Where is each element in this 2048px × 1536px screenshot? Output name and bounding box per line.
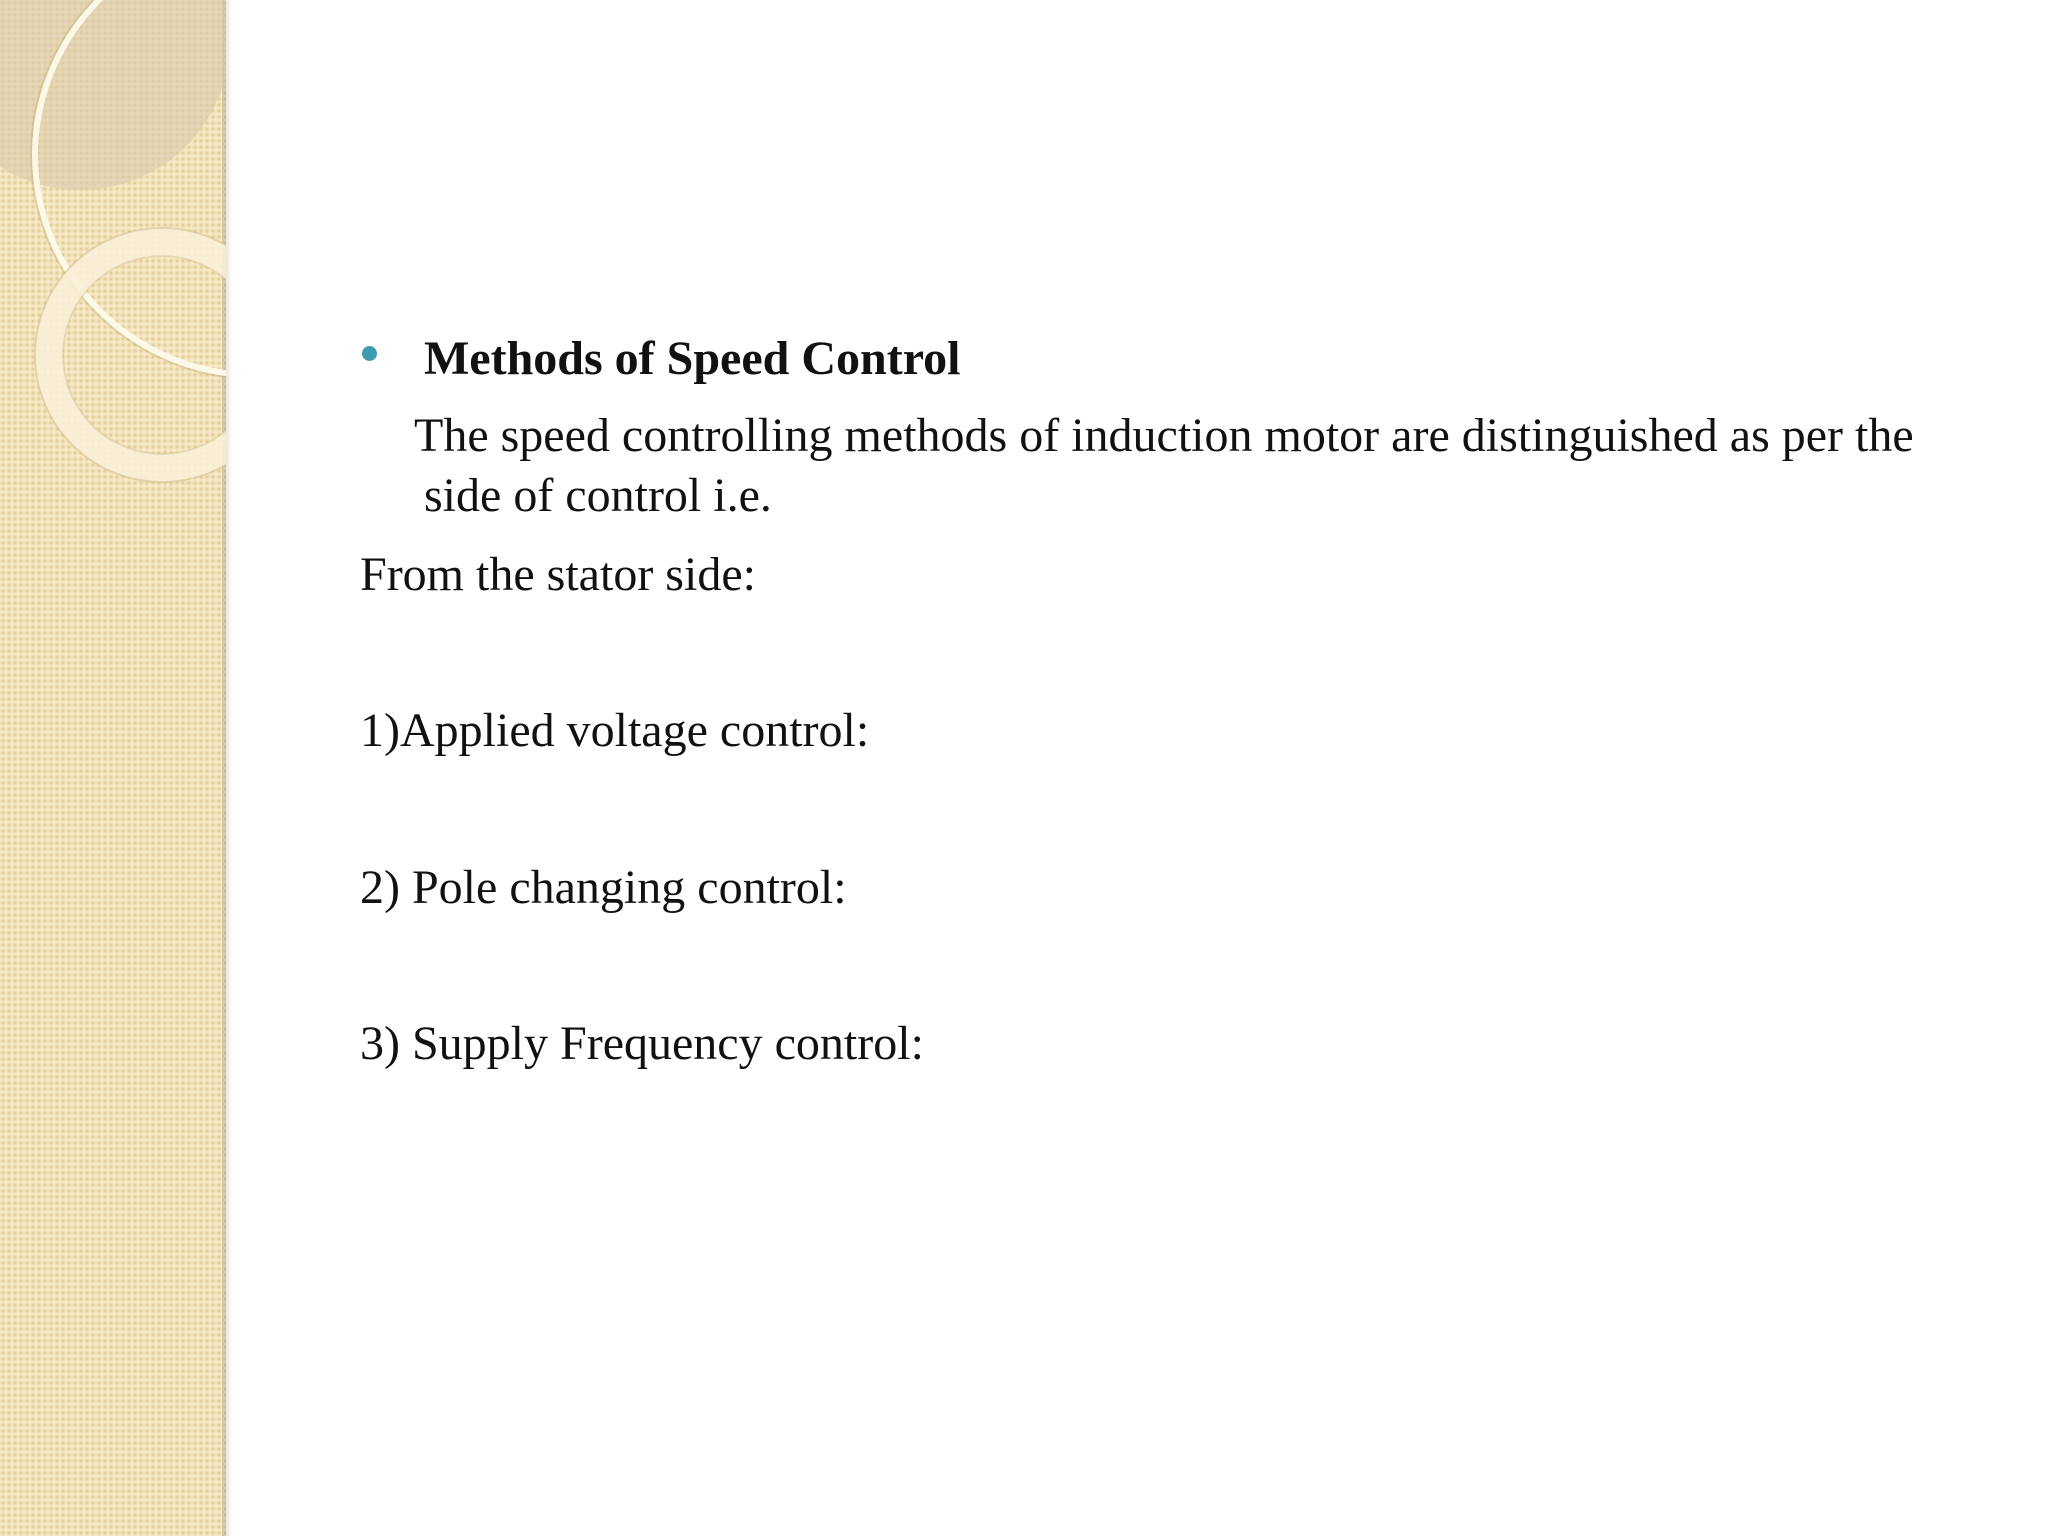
slide-content (360, 330, 1960, 1073)
list-item-supply-frequency: 3) Supply Frequency control: (360, 1017, 924, 1071)
heading-text: Methods of Speed Control (424, 332, 961, 385)
list-item-applied-voltage: 1)Applied voltage control: (360, 704, 870, 758)
intro-paragraph: The speed controlling methods of induction motor are distinguished as per the side of control i.e. (414, 408, 1914, 522)
bullet-heading (360, 330, 1960, 388)
decorative-rings-graphic (0, 0, 232, 520)
bullet-dot-icon (362, 346, 377, 361)
list-item-pole-changing: 2) Pole changing control: (360, 860, 847, 914)
section-label: From the stator side: (360, 547, 756, 601)
